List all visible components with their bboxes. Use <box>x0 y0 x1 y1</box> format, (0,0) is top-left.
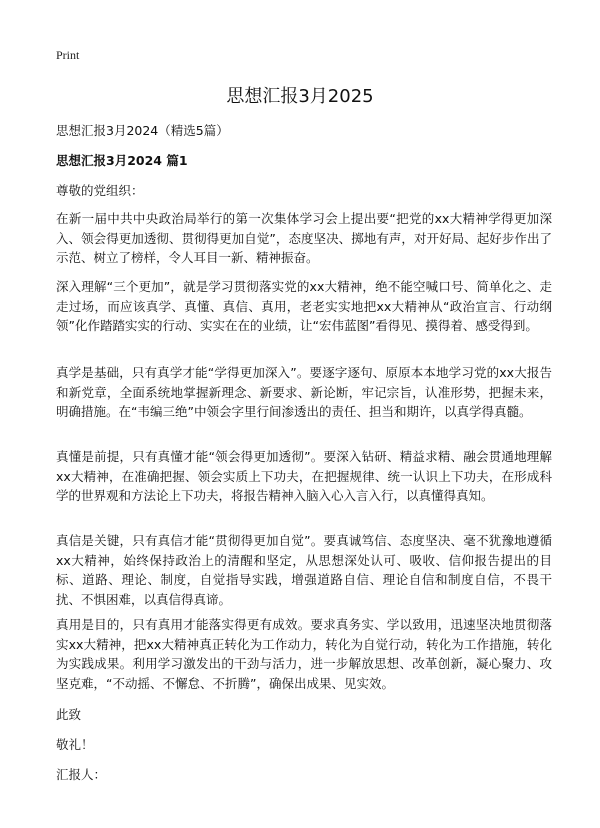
closing-salute: 敬礼！ <box>56 737 94 752</box>
salutation: 尊敬的党组织： <box>56 183 144 198</box>
page-title: 思想汇报3月2025 <box>226 86 374 107</box>
closing-regards: 此致 <box>56 707 82 722</box>
document-subtitle: 思想汇报3月2024（精选5篇） <box>56 123 229 138</box>
body-paragraph: 深入理解“三个更加”，就是学习贯彻落实党的xx大精神，绝不能空喊口号、简单化之、走走过场，而应该真学、真懂、真信、真用，老老实实地把xx大精神从“政治宣言、行动纲领”化作踏踏实实的行动、实实在在的业绩，让“宏伟蓝图”看得见、摸得着、感受得到。 <box>56 279 552 333</box>
body-paragraph: 在新一届中共中央政治局举行的第一次集体学习会上提出要“把党的xx大精神学得更加深入、领会得更加透彻、贯彻得更加自觉”，态度坚决、掷地有声，对开好局、起好步作出了示范、树立了榜样，令人耳目一新、精神振奋。 <box>56 211 552 265</box>
section-heading: 思想汇报3月2024 篇1 <box>56 153 188 168</box>
print-link[interactable]: Print <box>56 48 80 62</box>
body-paragraph: 真懂是前提，只有真懂才能“领会得更加透彻”。要深入钻研、精益求精、融会贯通地理解xx大精神，在准确把握、领会实质上下功夫，在把握规律、统一认识上下功夫，在形成科学的世界观和方法论上下功夫，将报告精神入脑入心入言入行，以真懂得真知。 <box>56 449 552 503</box>
body-paragraph: 真学是基础，只有真学才能“学得更加深入”。要逐字逐句、原原本本地学习党的xx大报告和新党章，全面系统地掌握新理念、新要求、新论断，牢记宗旨，认准形势，把握未来，明确措施。在“韦编三绝”中领会字里行间渗透出的责任、担当和期许，以真学得真髓。 <box>56 365 552 419</box>
body-paragraph: 真用是目的，只有真用才能落实得更有成效。要求真务实、学以致用，迅速坚决地贯彻落实xx大精神，把xx大精神真正转化为工作动力，转化为自觉行动，转化为工作措施，转化为实践成果。利用学习激发出的干劲与活力，进一步解放思想、改革创新，凝心聚力、攻坚克难，“不动摇、不懈怠、不折腾”，确保出成果、见实效。 <box>56 617 552 691</box>
closing-reporter: 汇报人： <box>56 767 107 782</box>
body-paragraph: 真信是关键，只有真信才能“贯彻得更加自觉”。要真诚笃信、态度坚决、毫不犹豫地遵循xx大精神，始终保持政治上的清醒和坚定，从思想深处认可、吸收、信仰报告提出的目标、道路、理论、制度，自觉指导实践，增强道路自信、理论自信和制度自信，不畏干扰、不惧困难，以真信得真谛。 <box>56 533 552 607</box>
